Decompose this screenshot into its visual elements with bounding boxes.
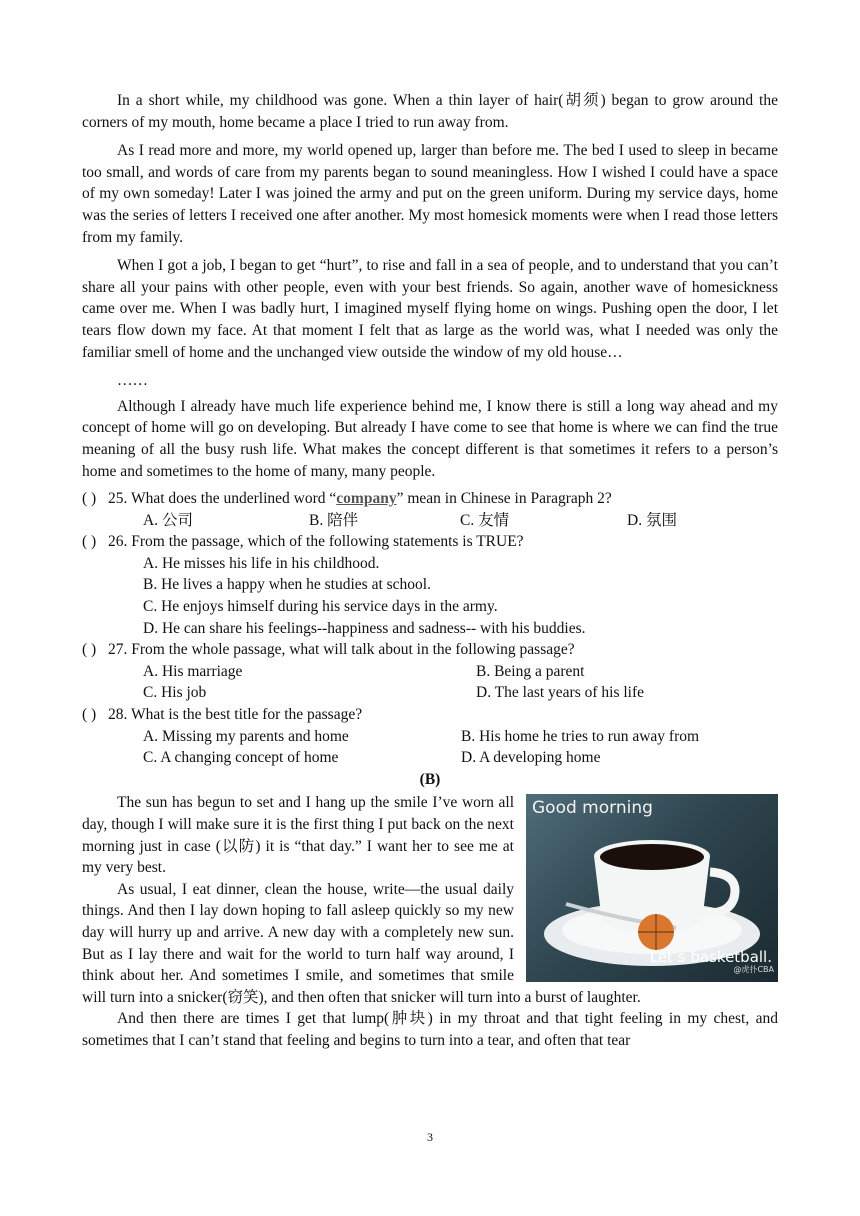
question-stem: 26. From the passage, which of the following statements is TRUE? xyxy=(108,533,524,551)
option-d: D. He can share his feelings--happiness and sadness-- with his buddies. xyxy=(143,619,586,637)
answer-blank[interactable]: ( ) xyxy=(82,490,97,508)
answer-blank[interactable]: ( ) xyxy=(82,641,97,659)
page-number: 3 xyxy=(427,1130,433,1144)
option-b: B. 陪伴 xyxy=(309,511,359,529)
section-b-title: (B) xyxy=(419,770,441,788)
question-stem-end: ” mean in Chinese in Paragraph 2? xyxy=(396,490,612,508)
answer-blank[interactable]: ( ) xyxy=(82,706,97,724)
question-26 xyxy=(82,531,778,639)
passage-b-paragraph-3: And then there are times I get that lump(肿块) in my throat and that tight feeling in my chest, and sometimes that I can’t stand that feeling and begins to turn into a tear, and often that tear xyxy=(82,1010,778,1049)
options xyxy=(143,661,778,704)
answer-blank[interactable]: ( ) xyxy=(82,533,97,551)
question-27 xyxy=(82,639,778,704)
passage-b-paragraph-2: As usual, I eat dinner, clean the house, write—the usual daily things. And then I lay down hoping to fall asleep quickly so my new day will hurry up and arrive. A new day with a completely new sun. But as I lay there and wait for the world to turn half way around, I think about her. And sometimes I smile, and sometimes that smile will turn into a snicker(窃笑), and then often that snicker will turn into a burst of laughter. xyxy=(82,880,641,1006)
option-c: C. He enjoys himself during his service days in the army. xyxy=(143,598,498,616)
option-d: D. The last years of his life xyxy=(476,684,645,702)
option-b: B. Being a parent xyxy=(476,662,585,680)
coffee-photo xyxy=(526,794,778,982)
option-c: C. 友情 xyxy=(460,511,510,529)
photo-caption-bottom: Let’s basketball. xyxy=(649,947,772,966)
passage-a-paragraph-1: In a short while, my childhood was gone. When a thin layer of hair(胡须) began to grow around the corners of my mouth, home became a place I tried to run away from. xyxy=(82,92,778,131)
passage-a-paragraph-4: Although I already have much life experience behind me, I know there is still a long way ahead and my concept of home will go on developing. But already I have come to see that home is where we can find the true meaning of all the busy rush life. What makes the concept different is that sometimes it refers to a person’s home and sometimes to the home of many, many people. xyxy=(82,397,778,480)
question-28 xyxy=(82,704,778,769)
photo-watermark: @虎扑CBA xyxy=(733,964,774,974)
passage-b xyxy=(82,792,778,1051)
passage-b-paragraph-1: The sun has begun to set and I hang up the smile I’ve worn all day, though I will make sure it is the first thing I put back on the next morning just in case (以防) it is “that day.” I want her to see me at my very best. xyxy=(82,794,514,877)
question-stem: 25. What does the underlined word “ xyxy=(108,490,337,508)
passage-a-paragraph-3: When I got a job, I began to get “hurt”, to rise and fall in a sea of people, and to understand that you can’t share all your pains with other people, even with your best friends. So again, another wave of homesickness came over me. When I was badly hurt, I imagined myself flying home on wings. Pushing open the door, I let tears flow down my face. At that moment I felt that as large as the world was, what I needed was only the familiar smell of home and the unchanged view outside the window of my old house… xyxy=(82,257,778,361)
option-c: C. His job xyxy=(143,684,207,702)
question-stem: 28. What is the best title for the passage? xyxy=(108,706,363,724)
option-d: D. 氛围 xyxy=(627,511,677,529)
options xyxy=(143,553,778,639)
photo-caption-top: Good morning xyxy=(532,798,653,819)
option-a: A. 公司 xyxy=(143,511,193,529)
underlined-word: company xyxy=(336,490,397,508)
option-a: A. His marriage xyxy=(143,662,243,680)
question-25 xyxy=(82,488,778,531)
option-c: C. A changing concept of home xyxy=(143,749,339,767)
passage-a-ellipsis: …… xyxy=(117,372,148,390)
option-b: B. He lives a happy when he studies at school. xyxy=(143,576,431,594)
document-page xyxy=(82,90,778,1052)
option-d: D. A developing home xyxy=(461,749,601,767)
option-a: A. He misses his life in his childhood. xyxy=(143,554,380,572)
options xyxy=(143,726,778,769)
question-stem: 27. From the whole passage, what will talk about in the following passage? xyxy=(108,641,575,659)
passage-a-paragraph-2: As I read more and more, my world opened up, larger than before me. The bed I used to sleep in became too small, and words of care from my parents began to sound meaningless. How I wished I could have a space of my own someday! Later I was joined the army and put on the green uniform. During my service days, home was the series of letters I received one after another. My most homesick moments were when I read those letters from my family. xyxy=(82,142,778,246)
option-b: B. His home he tries to run away from xyxy=(461,727,700,745)
option-a: A. Missing my parents and home xyxy=(143,727,349,745)
options xyxy=(143,510,778,532)
